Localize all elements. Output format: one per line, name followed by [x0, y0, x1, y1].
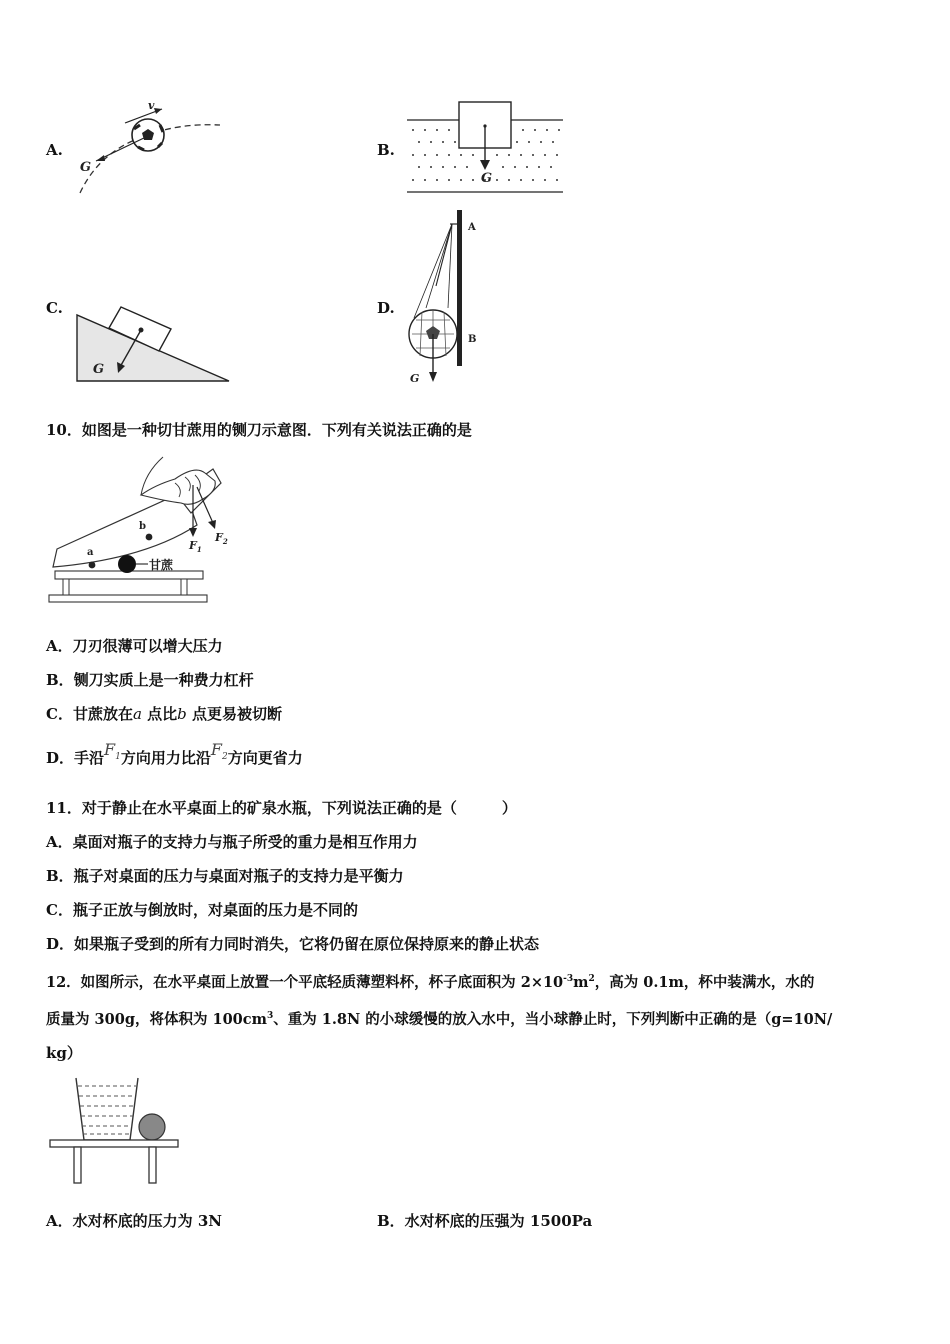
q10-option-d[interactable]: D．手沿$F_1$方向用力比沿$F_2$方向更省力: [46, 740, 303, 767]
q11-option-a[interactable]: A．桌面对瓶子的支持力与瓶子所受的重力是相互作用力: [46, 833, 418, 851]
point-a-mark: a: [87, 547, 94, 558]
force-f1-label: $F_1$: [189, 539, 202, 554]
point-b-label: B: [468, 334, 477, 345]
q11-option-b[interactable]: B．瓶子对桌面的压力与桌面对瓶子的支持力是平衡力: [46, 867, 404, 885]
option-b-label: B.: [377, 141, 395, 159]
q10-option-b[interactable]: B．铡刀实质上是一种费力杠杆: [46, 671, 254, 689]
option-c-label: C.: [46, 299, 63, 317]
figure-b-floating-block: [405, 100, 565, 195]
option-a-label: A.: [46, 141, 63, 159]
gravity-label-c: G: [93, 362, 105, 377]
q12-option-a[interactable]: A．水对杯底的压力为 3N: [46, 1212, 223, 1230]
gravity-label-d: G: [410, 372, 420, 385]
q11-option-d[interactable]: D．如果瓶子受到的所有力同时消失，它将仍留在原位保持原来的静止状态: [46, 935, 540, 953]
figure-a-flying-ball: [70, 95, 230, 200]
point-b-mark: b: [139, 521, 146, 532]
figure-d-hanging-ball: [400, 208, 490, 386]
q12-stem-line1: 12．如图所示，在水平桌面上放置一个平底轻质薄塑料杯，杯子底面积为 $2\times 10^{-3}m^2$，高为 0.1m，杯中装满水，水的: [46, 973, 815, 991]
figure-c-incline-block: [75, 305, 235, 385]
point-a-label: A: [468, 222, 476, 233]
gravity-label-a: G: [80, 160, 92, 175]
q11-stem: 11．对于静止在水平桌面上的矿泉水瓶，下列说法正确的是（ ）: [46, 799, 517, 817]
q12-cup-ball-figure: [48, 1076, 188, 1186]
option-d-label: D.: [377, 299, 395, 317]
velocity-label: v: [148, 99, 155, 112]
q10-stem: 10．如图是一种切甘蔗用的铡刀示意图．下列有关说法正确的是: [46, 421, 472, 439]
q12-option-b[interactable]: B．水对杯底的压强为 1500Pa: [377, 1212, 593, 1230]
sugarcane-label: 甘蔗: [149, 558, 174, 572]
gravity-label-b: G: [481, 171, 493, 186]
q11-option-c[interactable]: C．瓶子正放与倒放时，对桌面的压力是不同的: [46, 901, 358, 919]
q10-guillotine-figure: [45, 455, 228, 605]
f2-symbol: $F_2$: [210, 740, 228, 763]
q10-option-a[interactable]: A．刀刃很薄可以增大压力: [46, 637, 223, 655]
q12-stem-line2: 质量为 300g，将体积为 $100cm^3$、重为 1.8N 的小球缓慢的放入水中，当小球静止时，下列判断中正确的是（g=10N/: [46, 1010, 833, 1028]
force-f2-label: $F_2$: [215, 531, 228, 546]
q12-stem-line3: kg）: [46, 1044, 82, 1062]
f1-symbol: $F_1$: [104, 740, 121, 763]
q10-option-c[interactable]: C．甘蔗放在a 点比b 点更易被切断: [46, 705, 283, 723]
